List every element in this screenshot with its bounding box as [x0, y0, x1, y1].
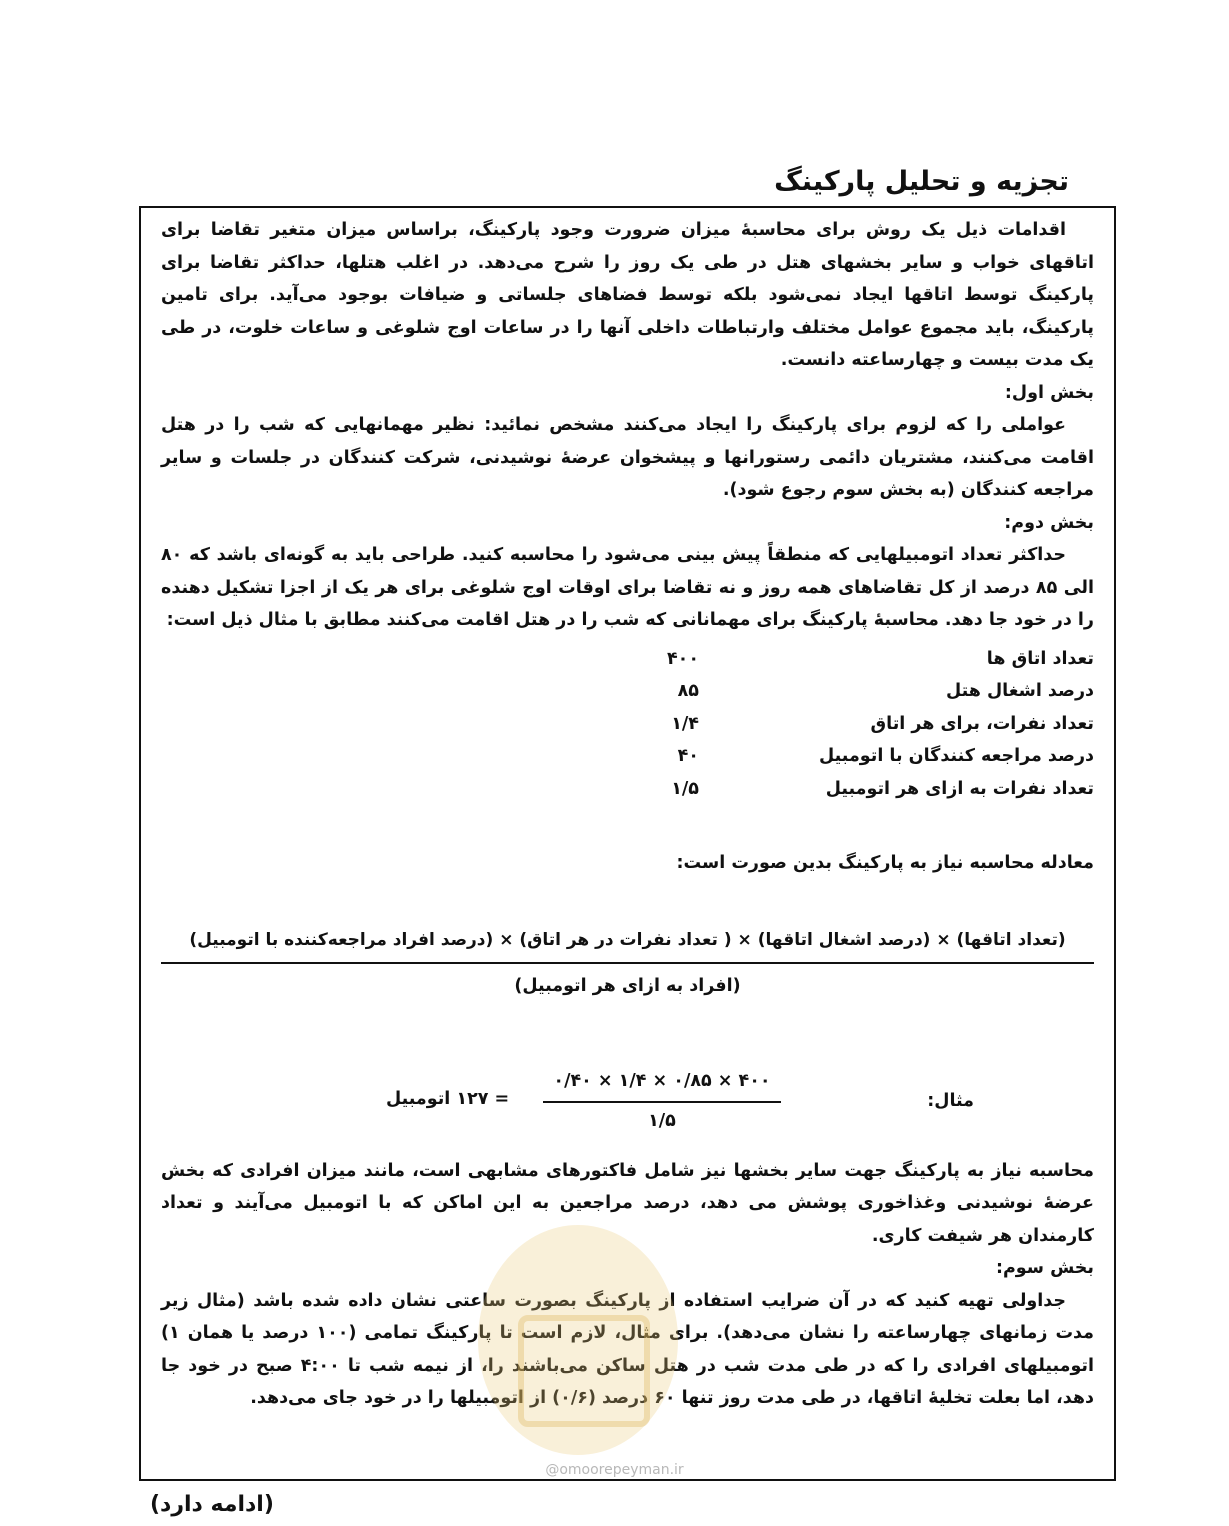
parking-formula — [161, 924, 1094, 1003]
row-label: تعداد نفرات، برای هر اتاق — [870, 713, 1094, 734]
table-row — [161, 708, 1094, 741]
section-1-body: عواملی را که لزوم برای پارکینگ را ایجاد می‌کنند مشخص نمائید: نظیر مهمانهایی که شب را در هتل اقامت می‌کنند، مشتریان دائمی رستورانها و پیشخوان عرضهٔ نوشیدنی، شرکت کنندگان در جلسات و سایر مراجعه کنندگان (به بخش سوم رجوع شود). — [161, 415, 1094, 500]
continued-note: (ادامه دارد) — [150, 1492, 274, 1517]
document-body — [161, 214, 1094, 1415]
formula-denominator: (افراد به ازای هر اتومبیل) — [514, 976, 741, 996]
row-value: ۴۰۰ — [666, 648, 699, 669]
table-row — [161, 675, 1094, 708]
section-2-heading: بخش دوم: — [1004, 512, 1094, 533]
table-row — [161, 773, 1094, 806]
row-value: ۴۰ — [677, 746, 699, 766]
example-result: = ۱۲۷ اتومبیل — [386, 1088, 510, 1109]
example-numerator: ۰/۴۰ × ۱/۴ × ۰/۸۵ × ۴۰۰ — [543, 1065, 781, 1104]
row-label: تعداد اتاق ها — [986, 648, 1094, 669]
section-3-heading: بخش سوم: — [995, 1258, 1094, 1278]
section-2-body: حداکثر تعداد اتومبیلهایی که منطقاً پیش بینی می‌شود را محاسبه کنید. طراحی باید به گونه‌ای باشد که ۸۰ الی ۸۵ درصد از کل تقاضاهای همه روز و نه تقاضا برای اوقات اوج شلوغی برای هر یک از اجزا تشکیل دهنده را در خود جا دهد. محاسبهٔ پارکینگ برای مهمانانی که شب را در هتل اقامت می‌کنند مطابق با مثال ذیل است: — [161, 545, 1094, 630]
parameters-table — [161, 643, 1094, 806]
row-label: تعداد نفرات به ازای هر اتومبیل — [825, 778, 1094, 799]
row-value: ۱/۵ — [671, 778, 699, 799]
row-value: ۸۵ — [677, 681, 699, 701]
example-fraction — [543, 1065, 781, 1138]
row-label: درصد مراجعه کنندگان با اتومبیل — [819, 746, 1094, 766]
example-denominator: ۱/۵ — [648, 1111, 676, 1131]
table-row — [161, 643, 1094, 676]
page-title: تجزیه و تحلیل پارکینگ — [774, 166, 1069, 197]
intro-paragraph: اقدامات ذیل یک روش برای محاسبهٔ میزان ضرورت وجود پارکینگ، براساس میزان متغیر تقاضا برای اتاقهای خواب و سایر بخشهای هتل در طی یک روز را شرح می‌دهد. در اغلب هتلها، حداکثر تقاضا برای پارکینگ توسط اتاقها ایجاد نمی‌شود بلکه توسط فضاهای جلساتی و ضیافات بوجود می‌آید. برای تامین پارکینگ، باید مجموع عوامل مختلف وارتباطات داخلی آنها را در ساعات اوج شلوغی و ساعات خلوت، در طی یک مدت بیست و چهارساعته دانست. — [161, 220, 1094, 370]
section-3-body: جداولی تهیه کنید که در آن ضرایب استفاده از پارکینگ بصورت ساعتی نشان داده شده باشد (مثال زیر مدت زمانهای چهارساعته را نشان می‌دهد). برای مثال، لازم است تا پارکینگ تمامی (۱۰۰ درصد یا همان ۱) اتومبیلهای افرادی را که در طی مدت شب در هتل ساکن می‌باشند را، از نیمه شب تا ۴:۰۰ صبح در خود جا دهد، اما بعلت تخلیهٔ اتاقها، در طی مدت روز تنها ۶۰ درصد (۰/۶) از اتومبیلها را در خود جای می‌دهد. — [161, 1290, 1095, 1408]
after-example-paragraph: محاسبه نیاز به پارکینگ جهت سایر بخشها نیز شامل فاکتورهای مشابهی است، مانند میزان افرادی که بخش عرضهٔ نوشیدنی وغذاخوری پوشش می دهد، درصد مراجعین به این اماکن که با اتومبیل می‌آیند و تعداد کارمندان هر شیفت کاری. — [161, 1160, 1094, 1246]
content-frame — [139, 206, 1116, 1481]
example-calculation — [161, 1065, 1094, 1155]
watermark-text: @omoorepeyman.ir — [545, 1462, 684, 1478]
formula-numerator: (تعداد اتاقها) × (درصد اشغال اتاقها) × ( تعداد نفرات در هر اتاق) × (درصد افراد مراجعه‌کننده با اتومبیل) — [161, 924, 1094, 965]
row-value: ۱/۴ — [671, 713, 699, 734]
table-row — [161, 740, 1094, 773]
formula-intro: معادله محاسبه نیاز به پارکینگ بدین صورت است: — [676, 853, 1094, 873]
example-label: مثال: — [927, 1090, 974, 1111]
row-label: درصد اشغال هتل — [946, 681, 1094, 701]
section-1-heading: بخش اول: — [1004, 382, 1094, 403]
